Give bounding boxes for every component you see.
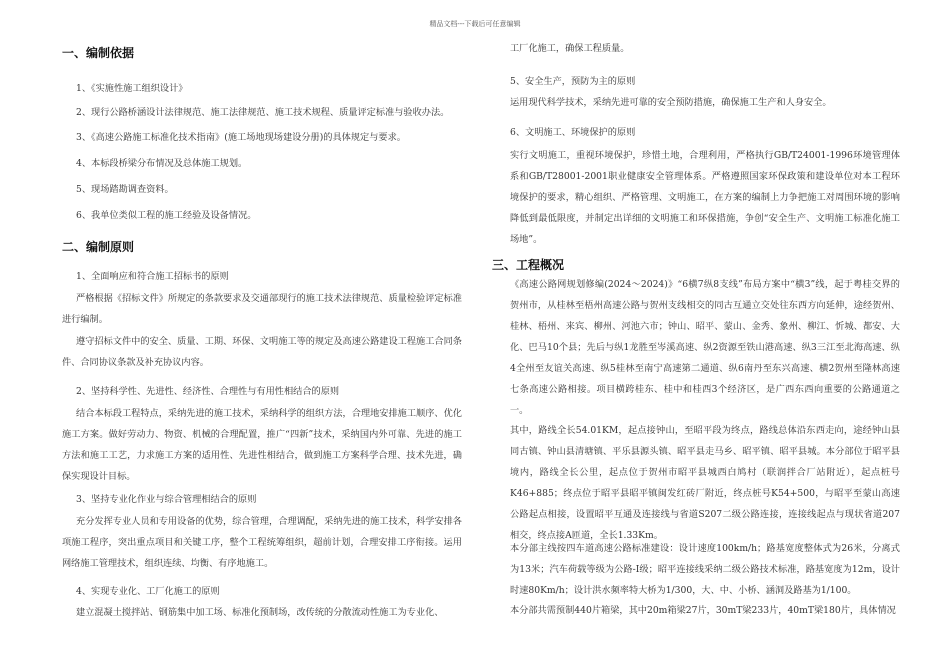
section-title-principles: 二、编制原则: [62, 240, 135, 254]
principle-heading-5: 5、安全生产，预防为主的原则: [510, 76, 636, 87]
overview-paragraph-4: 本分部共需预制440片箱梁，其中20m箱梁27片，30mT梁233片，40mT梁180片，具体情况: [510, 605, 896, 616]
principle-heading-1: 1、全面响应和符合施工招标书的原则: [76, 271, 229, 282]
principle-paragraph-6: 实行文明施工，重视环境保护，珍惜土地，合理利用，严格执行GB/T24001-1996环境管理体系和GB/T28001-2001职业健康安全管理体系。严格遵照国家环保政策和建设单位对本工程环境保护的要求，精心组织、严格管理、文明施工，在方案的编制上力争把施工对周围环境的影响降低到最低限度，并制定出详细的文明施工和环保措施，争创“安全生产、文明施工标准化施工场地”。: [510, 150, 900, 245]
principle-paragraph-1a: 严格根据《招标文件》所规定的条款要求及交通部现行的施工技术法律规范、质量检验评定标准进行编制。: [62, 293, 462, 325]
principle-paragraph-1b: 遵守招标文件中的安全、质量、工期、环保、文明施工等的规定及高速公路建设工程施工合同条件、合同协议条款及补充协议内容。: [62, 336, 462, 368]
basis-item-6: 6、我单位类似工程的施工经验及设备情况。: [76, 210, 257, 221]
section-title-overview: 三、工程概况: [492, 258, 565, 272]
basis-item-2: 2、现行公路桥涵设计法律规范、施工法律规范、施工技术规程、质量评定标准与验收办法。: [76, 107, 450, 118]
section-title-basis: 一、编制依据: [62, 46, 135, 60]
principle-paragraph-3: 充分发挥专业人员和专用设备的优势，综合管理，合理调配，采纳先进的施工技术，科学安排各项施工程序，突出重点项目和关键工序，整个工程统筹组织，超前计划，合理安排工序衔接。运用网络施工管理技术，组织连续、均衡、有序地施工。: [62, 516, 462, 569]
overview-paragraph-1: 《高速公路网规划修编(2024～2024)》“6横7纵8支线”布局方案中“横3”线，起于粤桂交界的贺州市，从桂林至梧州高速公路与贺州支线相交的同古互通立交处往东西方向延伸，途经贺州、桂林、梧州、来宾、柳州、河池六市；钟山、昭平、蒙山、金秀、象州、柳江、忻城、都安、大化、巴马10个县；先后与纵1龙胜至岑溪高速、纵2资源至铁山港高速、纵3三江至北海高速、纵4全州至友谊关高速、纵5桂林至南宁高速第二通道、纵6南丹至东兴高速、横2贺州至隆林高速七条高速公路相接。项目横跨桂东、桂中和桂西3个经济区，是广西东西向重要的公路通道之一。: [510, 279, 900, 416]
principle-4-continued: 工厂化施工，确保工程质量。: [510, 43, 630, 54]
principle-heading-3: 3、坚持专业化作业与综合管理相结合的原则: [76, 494, 257, 505]
principle-heading-6: 6、文明施工、环境保护的原则: [510, 127, 636, 138]
basis-item-3: 3、《高速公路施工标准化技术指南》(施工场地现场建设分册)的具体规定与要求。: [76, 132, 406, 143]
basis-item-4: 4、本标段桥梁分布情况及总体施工规划。: [76, 158, 248, 169]
principle-heading-2: 2、坚持科学性、先进性、经济性、合理性与有用性相结合的原则: [76, 386, 340, 397]
overview-paragraph-3: 本分部主线按四车道高速公路标准建设：设计速度100km/h；路基宽度整体式为26米，分离式为13米；汽车荷载等级为公路-Ⅰ级；昭平连接线采纳二级公路技术标准，路基宽度为12m，设计时速80Km/h；设计洪水频率特大桥为1/300，大、中、小桥、涵洞及路基为1/100。: [510, 543, 900, 596]
overview-paragraph-2: 其中，路线全长54.01KM，起点接钟山，至昭平段为终点，路线总体沿东西走向，途经钟山县同古镇、钟山县清塘镇、平乐县源头镇、昭平县走马乡、昭平镇、昭平县城。本分部位于昭平县境内，路线全长公里，起点位于贺州市昭平县城西白鸠村（联润拌合厂站附近），起点桩号K46+885；终点位于昭平县昭平镇闽发红砖厂附近，终点桩号K54+500，与昭平至蒙山高速公路起点相接，设置昭平互通及连接线与省道S207二级公路连接，连接线起点与现状省道207相交，终点接A匝道，全长1.33Km。: [510, 425, 900, 541]
principle-paragraph-5: 运用现代科学技术，采纳先进可靠的安全预防措施，确保施工生产和人身安全。: [510, 97, 832, 108]
principle-paragraph-2: 结合本标段工程特点，采纳先进的施工技术，采纳科学的组织方法，合理地安排施工顺序、优化施工方案。做好劳动力、物资、机械的合理配置，推广“四新”技术，采纳国内外可靠、先进的施工方法和施工工艺，力求施工方案的适用性、先进性相结合，做到施工方案科学合理、技术先进，确保实现设计目标。: [62, 408, 462, 482]
principle-heading-4: 4、实现专业化、工厂化施工的原则: [76, 586, 220, 597]
principle-paragraph-4: 建立混凝土搅拌站、钢筋集中加工场、标准化预制场，改传统的分散流动性施工为专业化、: [76, 607, 444, 618]
basis-item-1: 1、《实施性施工组织设计》: [76, 83, 188, 94]
header-watermark: 精品文档---下载后可任意编辑: [429, 20, 521, 28]
basis-item-5: 5、现场踏勘调查资料。: [76, 184, 174, 195]
